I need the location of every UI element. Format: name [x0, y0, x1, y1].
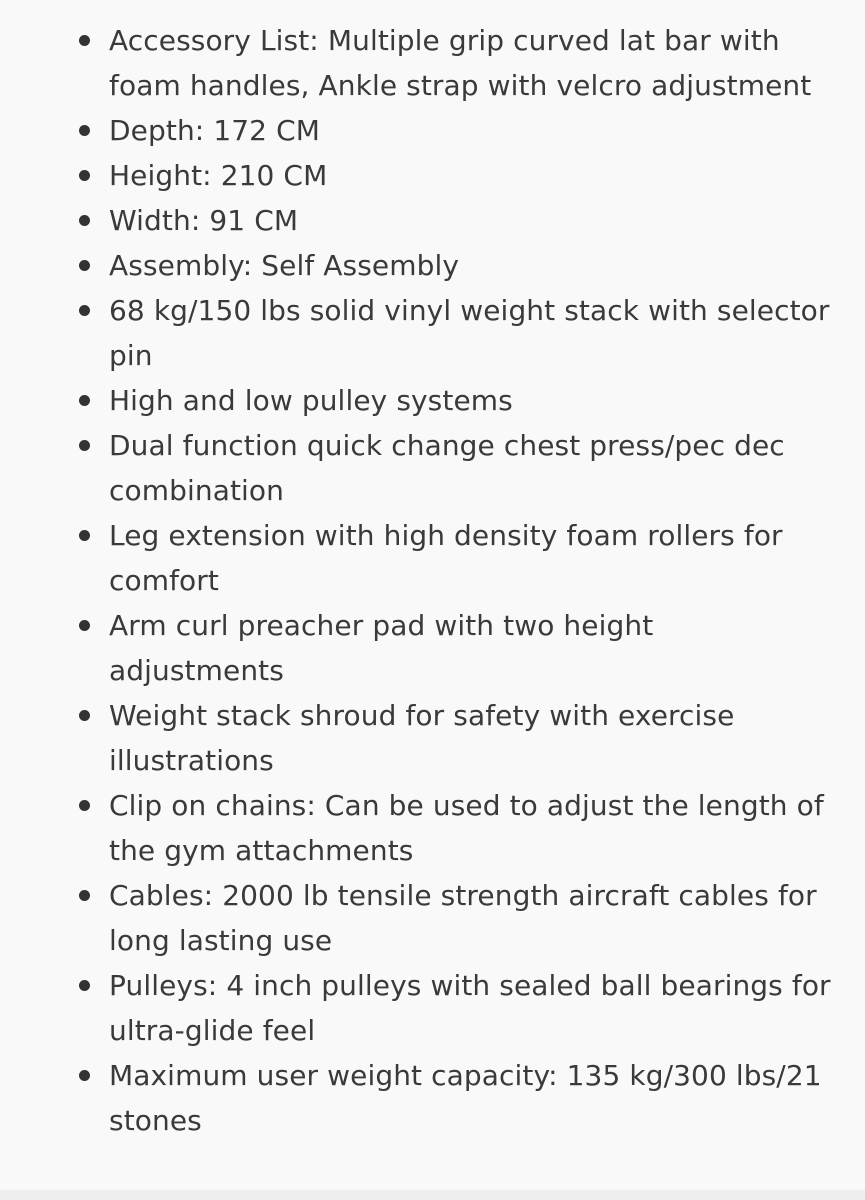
bullet-icon	[79, 620, 90, 631]
list-item-text: Leg extension with high density foam rollers for comfort	[109, 519, 783, 597]
bullet-icon	[79, 215, 90, 226]
list-item	[0, 243, 835, 288]
list-item-text: Weight stack shroud for safety with exercise illustrations	[109, 699, 735, 777]
list-item	[0, 783, 835, 873]
list-item-text: Cables: 2000 lb tensile strength aircraft cables for long lasting use	[109, 879, 817, 957]
list-item	[0, 108, 835, 153]
list-item	[0, 963, 835, 1053]
list-item	[0, 1053, 835, 1143]
bullet-icon	[79, 260, 90, 271]
list-item	[0, 423, 835, 513]
list-item-text: Clip on chains: Can be used to adjust the length of the gym attachments	[109, 789, 824, 867]
list-item-text: Arm curl preacher pad with two height adjustments	[109, 609, 654, 687]
bullet-icon	[79, 170, 90, 181]
list-item-text: High and low pulley systems	[109, 384, 513, 417]
list-item	[0, 378, 835, 423]
list-item	[0, 873, 835, 963]
bullet-icon	[79, 305, 90, 316]
list-item	[0, 198, 835, 243]
list-item-text: Depth: 172 CM	[109, 114, 320, 147]
bullet-icon	[79, 710, 90, 721]
bullet-icon	[79, 125, 90, 136]
list-item-text: 68 kg/150 lbs solid vinyl weight stack with selector pin	[109, 294, 830, 372]
list-item	[0, 18, 835, 108]
list-item	[0, 513, 835, 603]
list-item-text: Pulleys: 4 inch pulleys with sealed ball bearings for ultra-glide feel	[109, 969, 831, 1047]
list-item-text: Maximum user weight capacity: 135 kg/300 lbs/21 stones	[109, 1059, 822, 1137]
bullet-icon	[79, 395, 90, 406]
bullet-icon	[79, 800, 90, 811]
list-item-text: Height: 210 CM	[109, 159, 328, 192]
bullet-icon	[79, 980, 90, 991]
list-item	[0, 153, 835, 198]
list-item-text: Width: 91 CM	[109, 204, 299, 237]
bullet-icon	[79, 890, 90, 901]
bullet-icon	[79, 1070, 90, 1081]
list-item-text: Accessory List: Multiple grip curved lat bar with foam handles, Ankle strap with velcro adjustment	[109, 24, 812, 102]
list-item	[0, 288, 835, 378]
page-bottom-edge	[0, 1190, 865, 1200]
bullet-icon	[79, 35, 90, 46]
bullet-icon	[79, 530, 90, 541]
list-item	[0, 693, 835, 783]
list-item-text: Assembly: Self Assembly	[109, 249, 460, 282]
list-item-text: Dual function quick change chest press/pec dec combination	[109, 429, 785, 507]
bullet-icon	[79, 440, 90, 451]
list-item	[0, 603, 835, 693]
